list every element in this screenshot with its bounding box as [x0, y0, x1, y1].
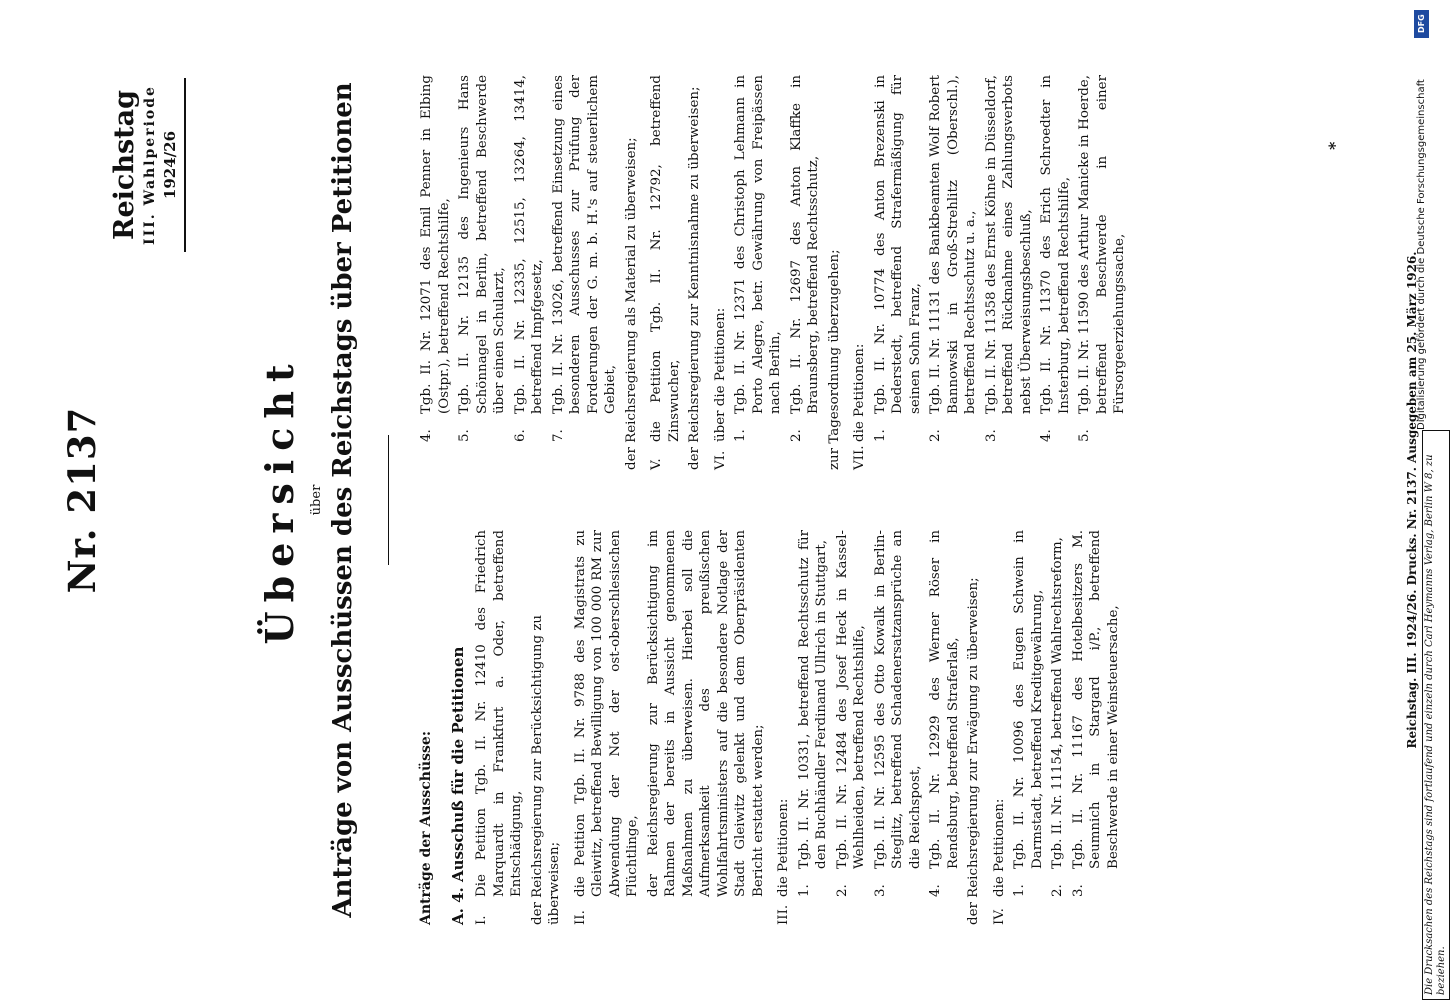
group-label: III. — [776, 904, 791, 925]
digitization-strip — [1412, 10, 1432, 1000]
item-number: 4. — [1039, 429, 1054, 442]
right-column — [418, 75, 1132, 470]
item-number: 2. — [788, 429, 804, 442]
document-number: Nr. 2137 — [60, 406, 104, 594]
item-text: Tgb. II. Nr. 11154, betreffend Wahlrechtsreform, — [1050, 537, 1065, 869]
list-item — [512, 75, 547, 442]
item-text: Tgb. II. Nr. 13026, betreffend Einsetzung eines besonderen Ausschusses zur Prüfung der Forderungen der G. m. b. H.'s auf steuerlichem Gebiet, — [550, 75, 618, 414]
item-number: 3. — [983, 429, 999, 442]
reichstag-block — [110, 70, 186, 260]
item-text: Tgb. II. Nr. 11131 des Bankbeamten Wolf Robert Bannowski in Groß-Strehlitz (Oberschl.), betreffend Rechtsschutz u. a., — [928, 75, 978, 414]
list-item — [983, 75, 1036, 442]
reichstag-period: III. Wahlperiode — [142, 85, 158, 245]
group-label: V. — [649, 458, 664, 470]
item-text: Tgb. II. Nr. 12335, 12515, 13264, 13414, betreffend Impfgesetz, — [512, 75, 545, 414]
item-number: 2. — [1050, 884, 1065, 897]
recommendation: der Reichsregierung zur Berücksichtigung zu überweisen; — [529, 614, 562, 925]
item-number: 3. — [1070, 884, 1086, 897]
group-text: die Petition Tgb. II. Nr. 9788 des Magistrats zu Gleiwitz, betreffend Bewilligung von 100 000 RM zur Abwendung der Not der ost-oberschlesischen Flüchtlinge, — [572, 530, 640, 897]
item-number: 1. — [733, 429, 748, 442]
item-text: Tgb. II. Nr. 12595 des Otto Kowalk in Berlin-Steglitz, betreffend Schadenersatzansprüche an die Reichspost, — [872, 530, 923, 869]
list-item — [1070, 530, 1123, 897]
item-text: Tgb. II. Nr. 11358 des Ernst Köhne in Düsseldorf, betreffend Rücknahme eines Zahlungsverbots nebst Überweisungsbeschluß, — [983, 75, 1034, 414]
group-label: VII. — [852, 445, 867, 470]
group-label: VI. — [712, 450, 728, 470]
group-text: Die Petition Tgb. II. Nr. 12410 des Friedrich Marquardt in Frankfurt a. Oder, betreffend Entschädigung, — [474, 530, 524, 897]
item-text: Tgb. II. Nr. 11167 des Hotelbesitzers M. Seumnich in Stargard i/P., betreffend Beschwerde in einer Weinsteuersache, — [1070, 530, 1121, 869]
dfg-logo: DFG — [1414, 10, 1429, 38]
reichstag-title: Reichstag — [109, 90, 140, 240]
item-text: Tgb. II. Nr. 12929 des Werner Röser in Rendsburg, betreffend Straferlaß, — [928, 530, 961, 869]
group-label: II. — [572, 910, 588, 925]
page-subtitle: Anträge von Ausschüssen des Reichstags über Petitionen — [328, 82, 358, 918]
reichstag-years: 1924/26 — [161, 130, 179, 200]
page-title: Übersicht — [257, 355, 302, 645]
item-text: Tgb. II. Nr. 12697 des Anton Klaffke in Braunsberg, betreffend Rechtsschutz, — [788, 75, 821, 414]
group-label: IV. — [991, 908, 1007, 925]
recommendation: der Reichsregierung als Material zu überweisen; — [623, 137, 639, 470]
list-item — [456, 75, 509, 442]
group-text: die Petition Tgb. II. Nr. 12792, betreffend Zinswucher, — [649, 75, 682, 442]
item-text: Tgb. II. Nr. 10774 des Anton Brezenski in Dederstedt, betreffend Strafermäßigung für seinen Sohn Franz, — [872, 75, 923, 414]
petition-group-vi — [712, 75, 730, 470]
list-item — [927, 530, 962, 897]
item-number: 5. — [1077, 429, 1092, 442]
item-number: 7. — [550, 429, 566, 442]
list-item — [927, 75, 980, 442]
list-item — [788, 75, 823, 442]
recommendation: der Reichsregierung zur Erwägung zu überweisen; — [966, 577, 981, 925]
section-heading: A. 4. Ausschuß für die Petitionen — [448, 646, 467, 925]
item-text: Tgb. II. Nr. 11590 des Arthur Manicke in Hoerde, betreffend Beschwerde in einer Fürsorgeerziehungssache, — [1077, 75, 1127, 414]
footer-line: Reichstag. III. 1924/26. Drucks. Nr. 2137. Ausgegeben am 25. März 1926. — [1405, 251, 1419, 749]
group-label: I. — [474, 915, 489, 925]
group-intro: die Petitionen: — [991, 798, 1007, 897]
reichstag-rule — [184, 78, 186, 252]
asterisk-mark: * — [1325, 141, 1344, 150]
list-item — [872, 530, 925, 897]
item-text: Tgb. II. Nr. 10096 des Eugen Schwein in Darmstadt, betreffend Kreditgewährung, — [1012, 530, 1045, 869]
item-number: 4. — [419, 429, 434, 442]
item-number: 1. — [796, 884, 812, 897]
list-item — [550, 75, 620, 442]
item-number: 3. — [872, 884, 888, 897]
list-item — [418, 75, 453, 442]
item-number: 4. — [928, 884, 943, 897]
list-item — [834, 530, 869, 897]
item-number: 2. — [834, 884, 850, 897]
petition-group-v — [648, 75, 683, 470]
item-text: Tgb. II. Nr. 12484 des Josef Heck in Kassel-Wehlheiden, betreffend Rechtshilfe, — [834, 530, 867, 869]
item-text: Tgb. II. Nr. 12071 des Emil Penner in Elbing (Ostpr.), betreffend Rechtshilfe, — [419, 75, 452, 414]
column-heading: Anträge der Ausschüsse: — [418, 731, 434, 925]
petition-group-vii — [851, 75, 869, 470]
recommendation: der Reichsregierung zur Berücksichtigung im Rahmen der bereits in Aussicht genommenen Maßnahmen zu überweisen. Hierbei soll die Aufmerksamkeit des preußischen Wohlfahrtsministers auf die besondere Notlage der Stadt Gleiwitz gelenkt und dem Oberpräsidenten Bericht erstattet werden; — [645, 530, 766, 897]
list-item — [1038, 75, 1073, 442]
item-number: 1. — [1012, 884, 1027, 897]
item-text: Tgb. II. Nr. 10331, betreffend Rechtsschutz für den Buchhändler Ferdinand Ullrich in Stuttgart, — [796, 530, 829, 869]
list-item — [796, 530, 831, 897]
list-item — [732, 75, 785, 442]
item-number: 1. — [872, 429, 888, 442]
item-text: Tgb. II. Nr. 12371 des Christoph Lehmann in Porto Alegre, betr. Gewährung von Freipässen nach Berlin, — [733, 75, 783, 414]
group-intro: über die Petitionen: — [712, 307, 728, 442]
list-item — [1049, 530, 1067, 897]
recommendation: zur Tagesordnung überzugehen; — [826, 249, 842, 470]
list-item — [1011, 530, 1046, 897]
title-ueber: über — [309, 484, 324, 516]
item-text: Tgb. II. Nr. 12135 des Ingenieurs Hans Schönnagel in Berlin, betreffend Beschwerde über einen Schularzt, — [457, 75, 507, 414]
petition-group-iv — [991, 530, 1009, 925]
item-number: 6. — [512, 429, 528, 442]
digitization-note: Digitalisierung gefördert durch die Deutsche Forschungsgemeinschaft — [1416, 79, 1427, 430]
item-text: Tgb. II. Nr. 11370 des Erich Schroedter in Insterburg, betreffend Rechtshilfe, — [1039, 75, 1072, 414]
recommendation: der Reichsregierung zur Kenntnisnahme zu überweisen; — [687, 86, 702, 470]
item-number: 5. — [457, 429, 472, 442]
left-column — [418, 530, 1125, 925]
group-intro: die Petitionen: — [776, 798, 791, 897]
list-item — [1076, 75, 1129, 442]
item-number: 2. — [928, 429, 943, 442]
petition-group-iii — [775, 530, 793, 925]
petition-group-ii — [572, 530, 642, 925]
group-intro: die Petitionen: — [852, 343, 867, 442]
footer-box: Die Drucksachen des Reichstags sind fortlaufend und einzeln durch Carl Heymanns Verlag, Berlin W 8, zu beziehen. — [1422, 430, 1450, 1000]
subtitle-divider — [388, 435, 389, 565]
petition-group-i — [473, 530, 526, 925]
list-item — [872, 75, 925, 442]
